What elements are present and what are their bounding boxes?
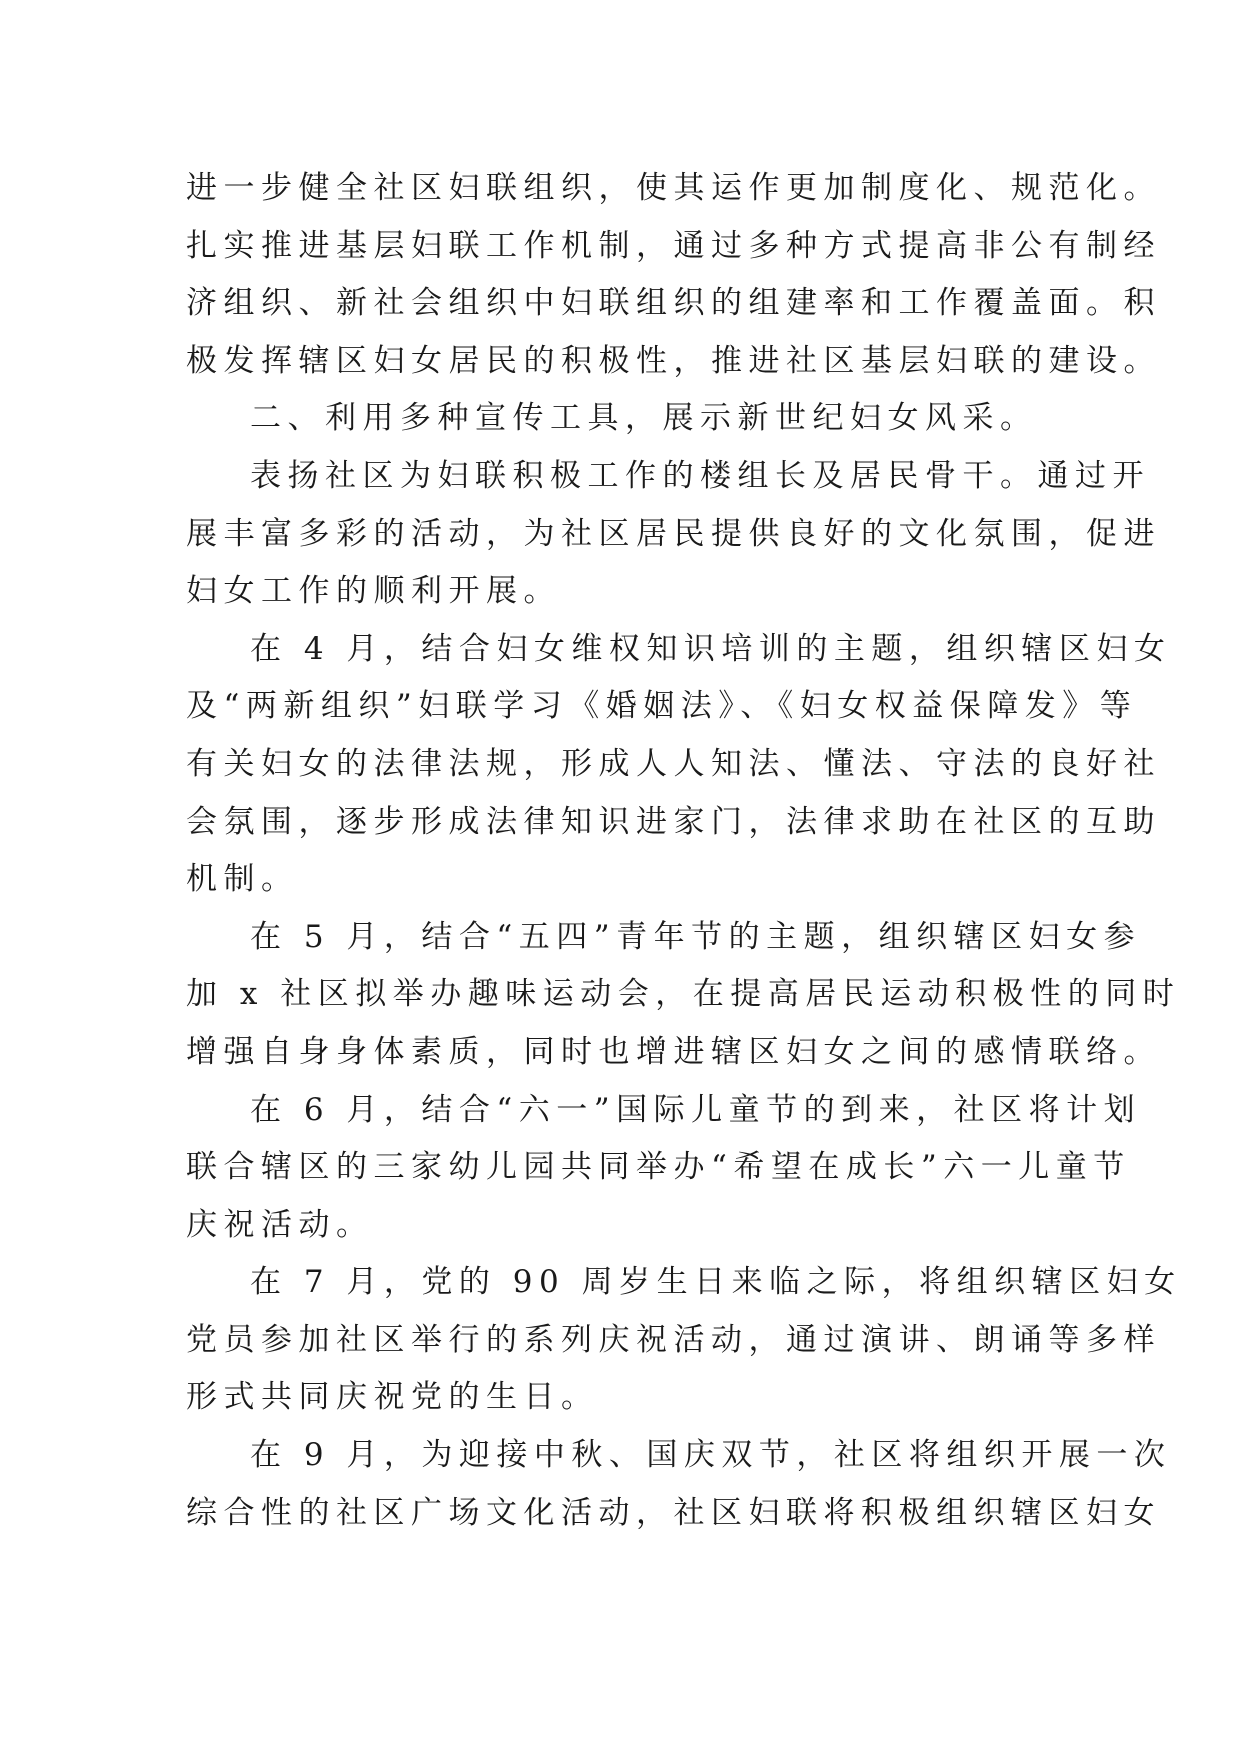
text-line: 在 7 月，党的 90 周岁生日来临之际，将组织辖区妇女 [250, 1264, 1182, 1301]
text-line: 二、利用多种宣传工具，展示新世纪妇女风采。 [250, 400, 1038, 437]
text-line: 极发挥辖区妇女居民的积极性，推进社区基层妇联的建设。 [186, 342, 1161, 379]
document-body [186, 160, 1182, 1542]
text-line: 会氛围，逐步形成法律知识进家门，法律求助在社区的互助 [186, 803, 1161, 840]
text-line: 扎实推进基层妇联工作机制，通过多种方式提高非公有制经 [186, 227, 1161, 264]
text-line: 及“两新组织”妇联学习《婚姻法》、《妇女权益保障发》等 [186, 688, 1138, 725]
text-line: 在 5 月，结合“五四”青年节的主题，组织辖区妇女参 [250, 918, 1142, 955]
text-line: 在 9 月，为迎接中秋、国庆双节，社区将组织开展一次 [250, 1437, 1172, 1474]
text-line: 形式共同庆祝党的生日。 [186, 1379, 599, 1416]
text-line: 表扬社区为妇联积极工作的楼组长及居民骨干。通过开 [250, 457, 1150, 494]
text-line: 党员参加社区举行的系列庆祝活动，通过演讲、朗诵等多样 [186, 1321, 1161, 1358]
text-line: 在 4 月，结合妇女维权知识培训的主题，组织辖区妇女 [250, 630, 1172, 667]
text-line: 庆祝活动。 [186, 1206, 374, 1243]
text-line: 联合辖区的三家幼儿园共同举办“希望在成长”六一儿童节 [186, 1149, 1131, 1186]
text-line: 妇女工作的顺利开展。 [186, 573, 561, 610]
text-line: 在 6 月，结合“六一”国际儿童节的到来，社区将计划 [250, 1091, 1142, 1128]
text-line: 济组织、新社会组织中妇联组织的组建率和工作覆盖面。积 [186, 285, 1161, 322]
text-line: 展丰富多彩的活动，为社区居民提供良好的文化氛围，促进 [186, 515, 1161, 552]
text-line: 增强自身身体素质，同时也增进辖区妇女之间的感情联络。 [186, 1033, 1161, 1070]
text-line: 综合性的社区广场文化活动，社区妇联将积极组织辖区妇女 [186, 1494, 1161, 1531]
text-line: 有关妇女的法律法规，形成人人知法、懂法、守法的良好社 [186, 745, 1161, 782]
text-line: 加 x 社区拟举办趣味运动会，在提高居民运动积极性的同时 [186, 976, 1181, 1013]
text-line: 机制。 [186, 861, 299, 898]
text-line: 进一步健全社区妇联组织，使其运作更加制度化、规范化。 [186, 170, 1161, 206]
